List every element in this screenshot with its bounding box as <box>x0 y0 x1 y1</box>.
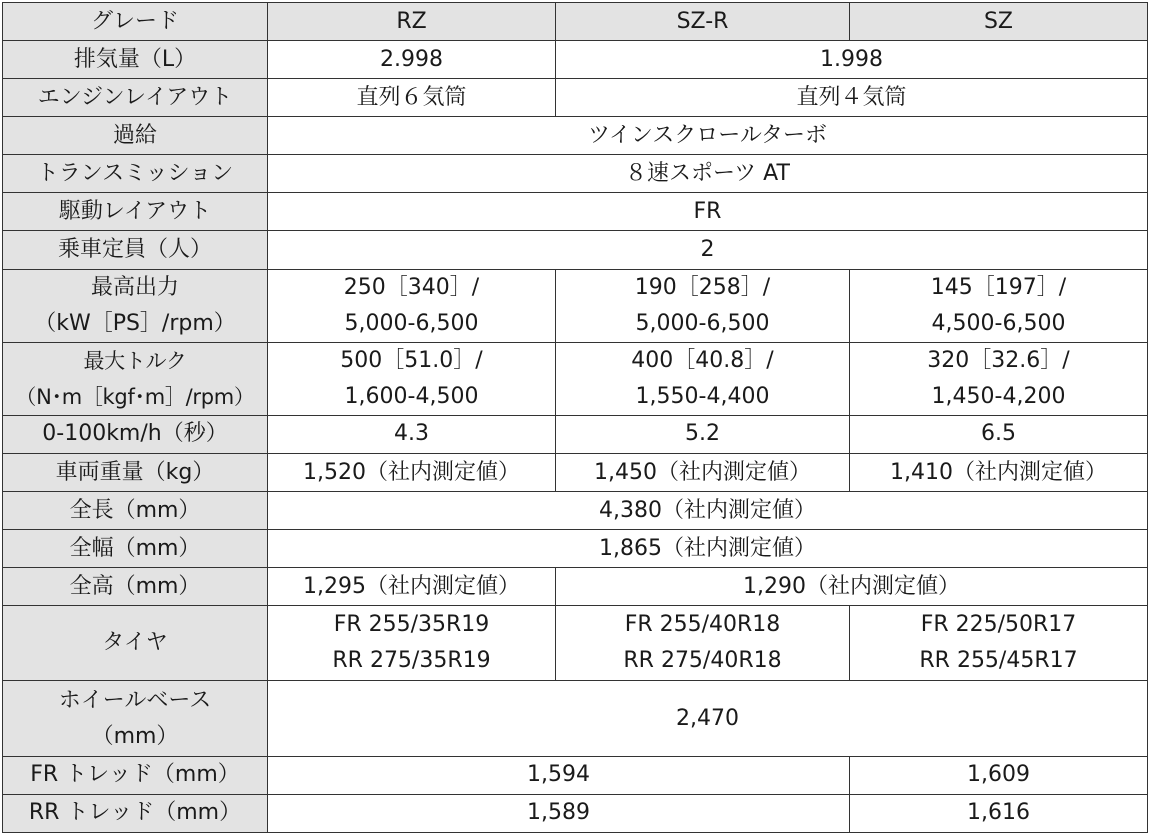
value-line: 500［51.0］/ <box>340 347 483 373</box>
row-label: エンジンレイアウト <box>3 79 268 117</box>
label-line: 最高出力 <box>90 274 179 300</box>
value-line: 4,500-6,500 <box>931 310 1066 336</box>
row-label <box>3 681 268 756</box>
cell-szr: 5.2 <box>556 415 850 453</box>
label-line: 最大トルク <box>83 348 187 373</box>
value-line: 320［32.6］/ <box>927 347 1070 373</box>
cell-all: 2,470 <box>268 681 1148 756</box>
cell-rz: 2.998 <box>268 41 556 79</box>
cell-all: 1,865（社内測定値） <box>268 530 1148 568</box>
row-label: 乗車定員（人） <box>3 231 268 269</box>
header-grade-szr: SZ-R <box>556 3 850 41</box>
cell-szr-sz: 1,290（社内測定値） <box>556 568 1148 606</box>
row-length <box>3 492 1148 530</box>
row-label: タイヤ <box>3 606 268 681</box>
value-line: 5,000-6,500 <box>344 310 479 336</box>
row-capacity <box>3 231 1148 269</box>
row-acceleration <box>3 415 1148 453</box>
row-label: トランスミッション <box>3 155 268 193</box>
row-supercharging <box>3 117 1148 155</box>
cell-all: ８速スポーツ AT <box>268 155 1148 193</box>
value-line: 1,450-4,200 <box>931 383 1066 409</box>
cell-szr <box>556 269 850 342</box>
row-weight <box>3 453 1148 491</box>
value-line: 250［340］/ <box>343 274 480 300</box>
cell-rz: 1,520（社内測定値） <box>268 453 556 491</box>
cell-sz <box>850 269 1148 342</box>
cell-sz <box>850 342 1148 415</box>
cell-sz <box>850 606 1148 681</box>
cell-szr-sz: 直列４気筒 <box>556 79 1148 117</box>
row-label <box>3 342 268 415</box>
row-label: 全幅（mm） <box>3 530 268 568</box>
cell-sz: 6.5 <box>850 415 1148 453</box>
row-wheelbase <box>3 681 1148 756</box>
row-label: 全長（mm） <box>3 492 268 530</box>
value-line: FR 255/40R18 <box>624 612 781 638</box>
row-max-output <box>3 269 1148 342</box>
row-tires <box>3 606 1148 681</box>
cell-sz: 1,410（社内測定値） <box>850 453 1148 491</box>
row-label <box>3 269 268 342</box>
row-label: 過給 <box>3 117 268 155</box>
label-line: ホイールベース <box>58 687 212 713</box>
value-line: 5,000-6,500 <box>635 310 770 336</box>
header-grade-label: グレード <box>3 3 268 41</box>
value-line: 400［40.8］/ <box>631 347 774 373</box>
cell-all: FR <box>268 193 1148 231</box>
label-line: （N･m［kgf･m］/rpm） <box>15 384 255 409</box>
value-line: RR 255/45R17 <box>919 648 1078 674</box>
row-label: 全高（mm） <box>3 568 268 606</box>
label-line: （kW［PS］/rpm） <box>34 310 236 336</box>
value-line: FR 225/50R17 <box>920 612 1077 638</box>
spec-table <box>2 2 1148 833</box>
cell-rz-szr: 1,594 <box>268 756 850 794</box>
row-rear-tread <box>3 794 1148 832</box>
cell-szr <box>556 606 850 681</box>
cell-rz: 1,295（社内測定値） <box>268 568 556 606</box>
value-line: 1,600-4,500 <box>344 383 479 409</box>
value-line: 145［197］/ <box>930 274 1067 300</box>
row-displacement <box>3 41 1148 79</box>
cell-all: 2 <box>268 231 1148 269</box>
value-line: FR 255/35R19 <box>333 612 490 638</box>
value-line: RR 275/35R19 <box>332 648 491 674</box>
value-line: 1,550-4,400 <box>635 383 770 409</box>
cell-rz <box>268 342 556 415</box>
value-line: RR 275/40R18 <box>623 648 782 674</box>
cell-rz <box>268 269 556 342</box>
cell-szr <box>556 342 850 415</box>
label-line: （mm） <box>91 723 179 749</box>
cell-rz: 直列６気筒 <box>268 79 556 117</box>
cell-szr: 1,450（社内測定値） <box>556 453 850 491</box>
header-grade-rz: RZ <box>268 3 556 41</box>
value-line: 190［258］/ <box>634 274 771 300</box>
cell-rz <box>268 606 556 681</box>
row-engine-layout <box>3 79 1148 117</box>
cell-rz: 4.3 <box>268 415 556 453</box>
row-max-torque <box>3 342 1148 415</box>
row-transmission <box>3 155 1148 193</box>
row-label: 排気量（L） <box>3 41 268 79</box>
row-label: FR トレッド（mm） <box>3 756 268 794</box>
row-label: 0-100km/h（秒） <box>3 415 268 453</box>
row-height <box>3 568 1148 606</box>
row-width <box>3 530 1148 568</box>
cell-sz: 1,609 <box>850 756 1148 794</box>
row-front-tread <box>3 756 1148 794</box>
cell-szr-sz: 1.998 <box>556 41 1148 79</box>
row-label: 車両重量（kg） <box>3 453 268 491</box>
row-label: 駆動レイアウト <box>3 193 268 231</box>
row-drive-layout <box>3 193 1148 231</box>
cell-all: 4,380（社内測定値） <box>268 492 1148 530</box>
cell-rz-szr: 1,589 <box>268 794 850 832</box>
row-label: RR トレッド（mm） <box>3 794 268 832</box>
header-grade-sz: SZ <box>850 3 1148 41</box>
cell-sz: 1,616 <box>850 794 1148 832</box>
header-row <box>3 3 1148 41</box>
cell-all: ツインスクロールターボ <box>268 117 1148 155</box>
